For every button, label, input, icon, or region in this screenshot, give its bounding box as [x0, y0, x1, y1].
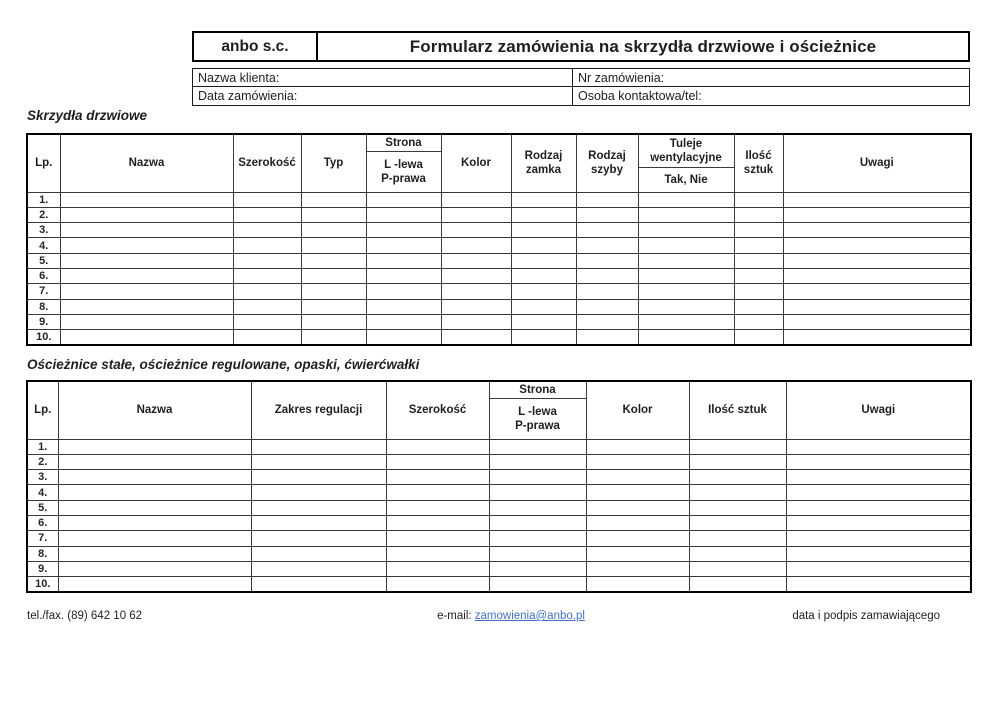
col-header-strona-label: Strona [490, 382, 586, 399]
empty-cell [786, 515, 971, 530]
col-header-nazwa: Nazwa [58, 381, 251, 439]
empty-cell [689, 485, 786, 500]
empty-cell [233, 268, 301, 283]
empty-cell [366, 314, 441, 329]
empty-cell [386, 485, 489, 500]
empty-cell [60, 207, 233, 222]
footer-phone: tel./fax. (89) 642 10 62 [27, 610, 143, 622]
empty-cell [511, 330, 576, 345]
empty-cell [58, 485, 251, 500]
empty-cell [386, 500, 489, 515]
empty-cell [689, 470, 786, 485]
empty-cell [576, 223, 638, 238]
empty-cell [689, 454, 786, 469]
empty-cell [511, 299, 576, 314]
empty-cell [586, 561, 689, 576]
empty-cell [301, 314, 366, 329]
empty-cell [638, 330, 734, 345]
field-nazwa-klienta: Nazwa klienta: [193, 69, 573, 87]
col-header-rodzaj-zamka: Rodzaj zamka [511, 134, 576, 192]
table-row [27, 561, 971, 576]
email-link[interactable]: zamowienia@anbo.pl [474, 610, 585, 622]
empty-cell [689, 439, 786, 454]
table-row [27, 500, 971, 515]
empty-cell [734, 238, 783, 253]
empty-cell [301, 330, 366, 345]
empty-cell [60, 192, 233, 207]
table-row [27, 330, 971, 345]
empty-cell [233, 314, 301, 329]
row-number: 1. [27, 192, 60, 207]
skrzydla-header-row [27, 134, 971, 192]
empty-cell [586, 485, 689, 500]
empty-cell [786, 485, 971, 500]
empty-cell [786, 439, 971, 454]
empty-cell [734, 223, 783, 238]
empty-cell [366, 207, 441, 222]
empty-cell [58, 531, 251, 546]
row-number: 9. [27, 561, 58, 576]
form-title: Formularz zamówienia na skrzydła drzwiowe i ościeżnice [409, 36, 877, 56]
empty-cell [60, 223, 233, 238]
row-number: 8. [27, 546, 58, 561]
empty-cell [489, 546, 586, 561]
table-row [27, 577, 971, 592]
col-header-tuleje [638, 134, 734, 192]
col-header-strona-sub: L -lewa P-prawa [515, 405, 560, 432]
row-number: 10. [27, 577, 58, 592]
empty-cell [576, 314, 638, 329]
empty-cell [301, 223, 366, 238]
empty-cell [638, 238, 734, 253]
empty-cell [233, 330, 301, 345]
empty-cell [58, 577, 251, 592]
empty-cell [786, 454, 971, 469]
empty-cell [251, 439, 386, 454]
empty-cell [576, 268, 638, 283]
col-header-typ: Typ [301, 134, 366, 192]
empty-cell [386, 561, 489, 576]
empty-cell [786, 577, 971, 592]
empty-cell [783, 223, 971, 238]
table-row [27, 546, 971, 561]
empty-cell [511, 284, 576, 299]
empty-cell [366, 299, 441, 314]
row-number: 5. [27, 253, 60, 268]
field-nr-zamowienia: Nr zamówienia: [573, 69, 969, 87]
table-row [27, 238, 971, 253]
empty-cell [638, 223, 734, 238]
empty-cell [734, 253, 783, 268]
empty-cell [441, 314, 511, 329]
empty-cell [301, 238, 366, 253]
empty-cell [386, 546, 489, 561]
empty-cell [386, 454, 489, 469]
empty-cell [783, 238, 971, 253]
empty-cell [301, 299, 366, 314]
empty-cell [386, 470, 489, 485]
empty-cell [734, 330, 783, 345]
skrzydla-table [26, 133, 972, 346]
col-header-ilosc-sztuk: Ilość sztuk [734, 134, 783, 192]
footer-signature: data i podpis zamawiającego [792, 610, 940, 622]
col-header-uwagi: Uwagi [783, 134, 971, 192]
empty-cell [511, 192, 576, 207]
empty-cell [301, 253, 366, 268]
empty-cell [441, 284, 511, 299]
oscieznice-header-row [27, 381, 971, 439]
empty-cell [251, 515, 386, 530]
empty-cell [638, 314, 734, 329]
empty-cell [576, 253, 638, 268]
empty-cell [586, 531, 689, 546]
empty-cell [489, 531, 586, 546]
empty-cell [58, 546, 251, 561]
empty-cell [251, 500, 386, 515]
company-name: anbo s.c. [194, 33, 318, 60]
col-header-tuleje-sub: Tak, Nie [664, 173, 708, 186]
col-header-szerokosc: Szerokość [233, 134, 301, 192]
empty-cell [441, 330, 511, 345]
row-number: 10. [27, 330, 60, 345]
empty-cell [233, 192, 301, 207]
empty-cell [366, 284, 441, 299]
empty-cell [576, 192, 638, 207]
form-header [192, 31, 970, 62]
empty-cell [60, 330, 233, 345]
empty-cell [786, 546, 971, 561]
empty-cell [689, 500, 786, 515]
empty-cell [366, 192, 441, 207]
row-number: 2. [27, 207, 60, 222]
client-info-table [192, 68, 970, 106]
empty-cell [233, 284, 301, 299]
table-row [27, 439, 971, 454]
empty-cell [511, 238, 576, 253]
col-header-strona-label: Strona [367, 135, 441, 152]
empty-cell [638, 284, 734, 299]
empty-cell [58, 439, 251, 454]
empty-cell [511, 314, 576, 329]
row-number: 5. [27, 500, 58, 515]
empty-cell [301, 284, 366, 299]
row-number: 9. [27, 314, 60, 329]
table-row [27, 253, 971, 268]
field-data-zamowienia: Data zamówienia: [193, 87, 573, 105]
empty-cell [386, 531, 489, 546]
table-row [27, 284, 971, 299]
empty-cell [689, 577, 786, 592]
empty-cell [783, 299, 971, 314]
empty-cell [734, 284, 783, 299]
empty-cell [689, 531, 786, 546]
empty-cell [576, 330, 638, 345]
row-number: 3. [27, 223, 60, 238]
empty-cell [58, 470, 251, 485]
col-header-szerokosc: Szerokość [386, 381, 489, 439]
table-row [27, 515, 971, 530]
empty-cell [489, 561, 586, 576]
table-row [27, 299, 971, 314]
empty-cell [60, 238, 233, 253]
empty-cell [586, 454, 689, 469]
empty-cell [366, 223, 441, 238]
empty-cell [441, 268, 511, 283]
table-row [27, 454, 971, 469]
table-row [27, 268, 971, 283]
empty-cell [511, 207, 576, 222]
row-number: 2. [27, 454, 58, 469]
empty-cell [251, 485, 386, 500]
empty-cell [586, 500, 689, 515]
empty-cell [586, 546, 689, 561]
col-header-strona [366, 134, 441, 192]
empty-cell [783, 330, 971, 345]
empty-cell [489, 577, 586, 592]
table-row [27, 470, 971, 485]
col-header-kolor: Kolor [441, 134, 511, 192]
empty-cell [233, 238, 301, 253]
empty-cell [689, 546, 786, 561]
col-header-tuleje-label: Tuleje wentylacyjne [639, 135, 734, 168]
empty-cell [58, 515, 251, 530]
empty-cell [638, 268, 734, 283]
empty-cell [586, 439, 689, 454]
empty-cell [638, 192, 734, 207]
empty-cell [638, 253, 734, 268]
empty-cell [576, 238, 638, 253]
row-number: 8. [27, 299, 60, 314]
empty-cell [441, 238, 511, 253]
email-label: e-mail: [437, 610, 475, 622]
empty-cell [301, 268, 366, 283]
empty-cell [251, 454, 386, 469]
col-header-lp: Lp. [27, 134, 60, 192]
empty-cell [366, 330, 441, 345]
col-header-ilosc-sztuk: Ilość sztuk [689, 381, 786, 439]
empty-cell [734, 299, 783, 314]
section-title-skrzydla: Skrzydła drzwiowe [27, 108, 148, 123]
empty-cell [233, 253, 301, 268]
col-header-nazwa: Nazwa [60, 134, 233, 192]
empty-cell [233, 299, 301, 314]
empty-cell [576, 207, 638, 222]
table-row [27, 223, 971, 238]
empty-cell [386, 439, 489, 454]
row-number: 7. [27, 284, 60, 299]
empty-cell [786, 531, 971, 546]
col-header-strona [489, 381, 586, 439]
row-number: 3. [27, 470, 58, 485]
table-row [27, 207, 971, 222]
empty-cell [576, 284, 638, 299]
table-row [27, 485, 971, 500]
col-header-zakres-regulacji: Zakres regulacji [251, 381, 386, 439]
empty-cell [511, 223, 576, 238]
empty-cell [489, 485, 586, 500]
empty-cell [58, 454, 251, 469]
empty-cell [58, 500, 251, 515]
empty-cell [689, 515, 786, 530]
table-row [27, 531, 971, 546]
empty-cell [586, 470, 689, 485]
section-title-oscieznice: Ościeżnice stałe, ościeżnice regulowane, opaski, ćwierćwałki [27, 357, 420, 372]
row-number: 6. [27, 268, 60, 283]
col-header-kolor: Kolor [586, 381, 689, 439]
empty-cell [489, 454, 586, 469]
empty-cell [301, 207, 366, 222]
oscieznice-table [26, 380, 972, 593]
empty-cell [251, 577, 386, 592]
empty-cell [441, 299, 511, 314]
empty-cell [441, 253, 511, 268]
empty-cell [734, 192, 783, 207]
row-number: 4. [27, 238, 60, 253]
empty-cell [586, 515, 689, 530]
empty-cell [783, 207, 971, 222]
empty-cell [734, 207, 783, 222]
empty-cell [511, 253, 576, 268]
empty-cell [489, 515, 586, 530]
col-header-uwagi: Uwagi [786, 381, 971, 439]
empty-cell [60, 284, 233, 299]
empty-cell [60, 253, 233, 268]
empty-cell [783, 284, 971, 299]
empty-cell [251, 561, 386, 576]
empty-cell [489, 500, 586, 515]
empty-cell [489, 439, 586, 454]
empty-cell [734, 268, 783, 283]
row-number: 7. [27, 531, 58, 546]
col-header-strona-sub: L -lewa P-prawa [381, 158, 426, 185]
empty-cell [58, 561, 251, 576]
empty-cell [60, 268, 233, 283]
empty-cell [441, 192, 511, 207]
col-header-rodzaj-szyby: Rodzaj szyby [576, 134, 638, 192]
empty-cell [441, 207, 511, 222]
empty-cell [251, 470, 386, 485]
empty-cell [233, 223, 301, 238]
empty-cell [60, 314, 233, 329]
row-number: 4. [27, 485, 58, 500]
empty-cell [251, 531, 386, 546]
col-header-lp: Lp. [27, 381, 58, 439]
empty-cell [511, 268, 576, 283]
empty-cell [386, 515, 489, 530]
table-row [27, 314, 971, 329]
table-row [27, 192, 971, 207]
empty-cell [251, 546, 386, 561]
empty-cell [366, 238, 441, 253]
empty-cell [441, 223, 511, 238]
empty-cell [301, 192, 366, 207]
empty-cell [638, 299, 734, 314]
empty-cell [366, 268, 441, 283]
row-number: 6. [27, 515, 58, 530]
empty-cell [489, 470, 586, 485]
row-number: 1. [27, 439, 58, 454]
empty-cell [783, 314, 971, 329]
empty-cell [783, 268, 971, 283]
empty-cell [786, 470, 971, 485]
empty-cell [786, 561, 971, 576]
empty-cell [689, 561, 786, 576]
empty-cell [783, 253, 971, 268]
empty-cell [783, 192, 971, 207]
empty-cell [366, 253, 441, 268]
empty-cell [586, 577, 689, 592]
empty-cell [233, 207, 301, 222]
empty-cell [576, 299, 638, 314]
empty-cell [386, 577, 489, 592]
empty-cell [786, 500, 971, 515]
empty-cell [734, 314, 783, 329]
empty-cell [638, 207, 734, 222]
field-osoba-kontaktowa: Osoba kontaktowa/tel: [578, 89, 702, 103]
empty-cell [60, 299, 233, 314]
